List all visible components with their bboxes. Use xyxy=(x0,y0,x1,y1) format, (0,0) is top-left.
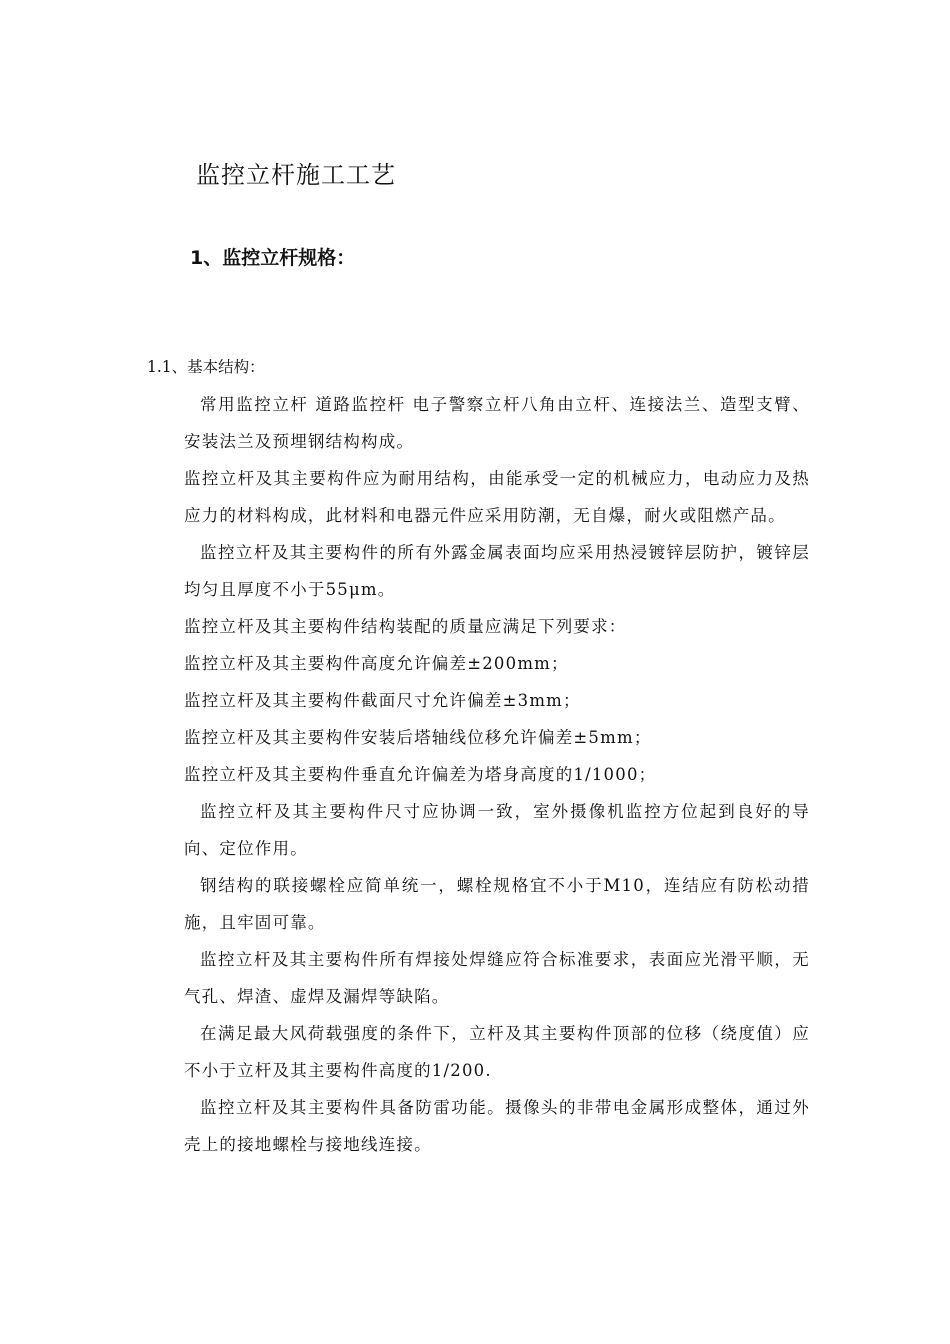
paragraph: 钢结构的联接螺栓应简单统一，螺栓规格宜不小于M10，连结应有防松动措施，且牢固可靠。 xyxy=(184,876,810,932)
paragraph: 监控立杆及其主要构件的所有外露金属表面均应采用热浸镀锌层防护，镀锌层均匀且厚度不小于55μm。 xyxy=(184,543,810,599)
paragraph: 监控立杆及其主要构件尺寸应协调一致，室外摄像机监控方位起到良好的导向、定位作用。 xyxy=(184,802,810,858)
paragraph: 监控立杆及其主要构件具备防雷功能。摄像头的非带电金属形成整体，通过外壳上的接地螺栓与接地线连接。 xyxy=(184,1098,810,1154)
subsection-heading: 1.1、基本结构： xyxy=(147,358,265,376)
paragraph: 监控立杆及其主要构件所有焊接处焊缝应符合标准要求，表面应光滑平顺，无气孔、焊渣、虚焊及漏焊等缺陷。 xyxy=(184,950,810,1006)
paragraph: 监控立杆及其主要构件高度允许偏差±200mm； xyxy=(184,654,569,673)
body-text xyxy=(184,386,810,1163)
paragraph: 监控立杆及其主要构件应为耐用结构，由能承受一定的机械应力，电动应力及热应力的材料构成，此材料和电器元件应采用防潮，无自爆，耐火或阻燃产品。 xyxy=(184,469,810,525)
paragraph: 监控立杆及其主要构件垂直允许偏差为塔身高度的1/1000； xyxy=(184,765,657,784)
section-heading: 1、监控立杆规格： xyxy=(190,247,356,269)
paragraph: 监控立杆及其主要构件安装后塔轴线位移允许偏差±5mm； xyxy=(184,728,652,747)
paragraph: 常用监控立杆 道路监控杆 电子警察立杆八角由立杆、连接法兰、造型支臂、安装法兰及预埋钢结构构成。 xyxy=(184,395,810,451)
paragraph: 监控立杆及其主要构件结构装配的质量应满足下列要求： xyxy=(184,617,627,636)
paragraph: 在满足最大风荷载强度的条件下，立杆及其主要构件顶部的位移（绕度值）应不小于立杆及其主要构件高度的1/200. xyxy=(184,1024,810,1080)
paragraph: 监控立杆及其主要构件截面尺寸允许偏差±3mm； xyxy=(184,691,581,710)
document-title: 监控立杆施工工艺 xyxy=(196,161,396,189)
